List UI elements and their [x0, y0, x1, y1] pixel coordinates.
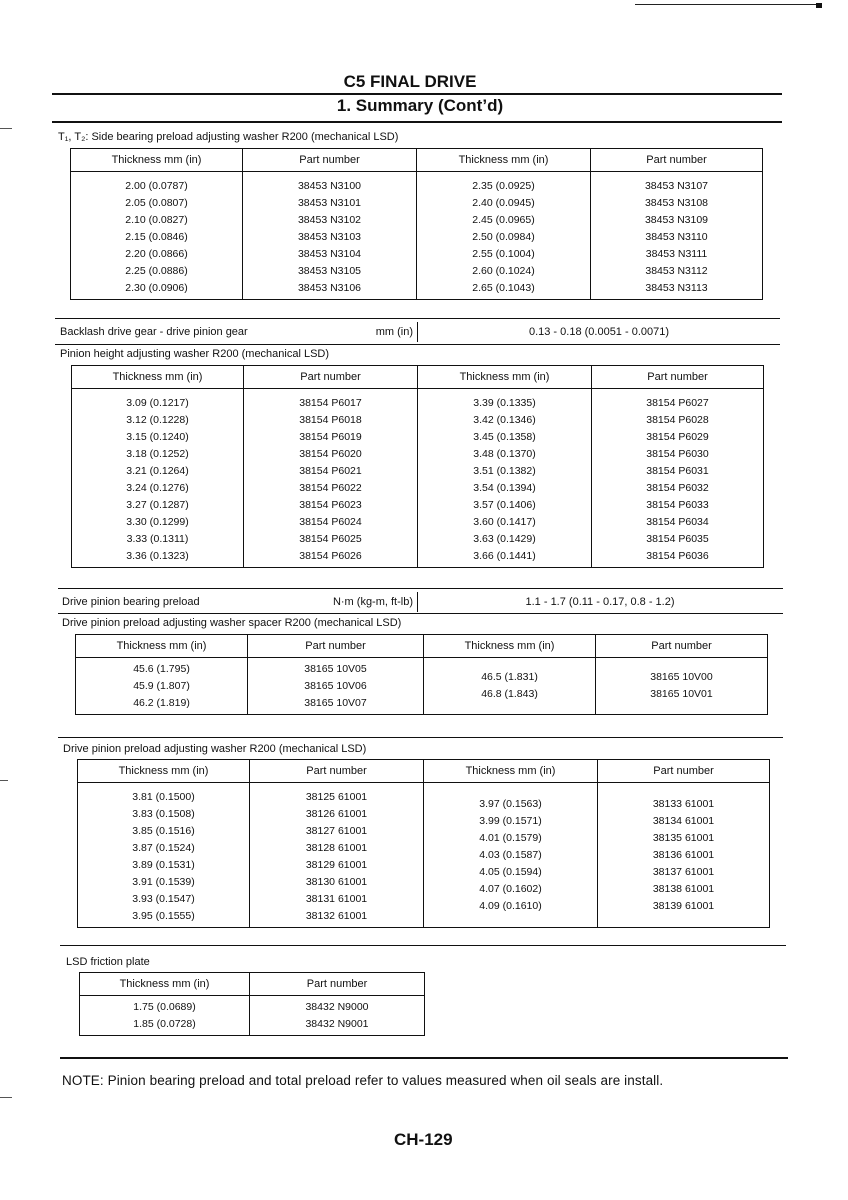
- part-number-cell: 38154 P6036: [646, 550, 709, 562]
- thickness-cell: 4.03 (0.1587): [479, 848, 542, 861]
- table-header-row: [78, 760, 770, 783]
- thickness-cell: 2.10 (0.0827): [125, 214, 188, 226]
- column-header: Thickness mm (in): [76, 635, 248, 658]
- column-header: Part number: [647, 371, 708, 383]
- part-number-cell: 38453 N3101: [297, 197, 362, 209]
- part-number-cell: 38154 P6017: [299, 397, 362, 409]
- part-number-cell: 38432 N9000: [305, 1001, 369, 1013]
- column-header: Thickness mm (in): [78, 760, 250, 783]
- section-rule: [60, 1057, 788, 1059]
- thickness-cell: 2.40 (0.0945): [472, 197, 535, 209]
- thickness-cell: 3.27 (0.1287): [126, 499, 189, 511]
- thickness-cell: 3.91 (0.1539): [132, 876, 195, 888]
- thickness-cell: 3.87 (0.1524): [132, 842, 195, 854]
- table-header-row: [76, 635, 768, 658]
- table-header-row: [80, 973, 425, 996]
- part-number-cell: 38136 61001: [652, 848, 715, 861]
- part-number-list: [243, 172, 417, 300]
- table-row: [76, 658, 768, 715]
- backlash-unit: mm (in): [375, 326, 413, 338]
- thickness-cell: 46.2 (1.819): [133, 697, 190, 709]
- part-number-cell: 38154 P6032: [646, 482, 709, 494]
- part-number-cell: 38129 61001: [305, 859, 368, 871]
- section-title: 1. Summary (Cont’d): [336, 96, 504, 115]
- section-rule: [58, 737, 783, 738]
- margin-mark: [0, 780, 8, 781]
- note-text: NOTE: Pinion bearing preload and total preload refer to values measured when oil seals are install.: [62, 1073, 664, 1088]
- part-number-cell: 38154 P6020: [299, 448, 362, 460]
- thickness-cell: 3.93 (0.1547): [132, 893, 195, 905]
- part-number-cell: 38154 P6026: [299, 550, 362, 562]
- thickness-cell: 3.57 (0.1406): [473, 499, 536, 511]
- column-header: Part number: [651, 640, 712, 652]
- section-rule: [60, 945, 786, 946]
- thickness-list: [76, 658, 248, 715]
- part-number-cell: 38132 61001: [305, 910, 368, 922]
- column-header: Thickness mm (in): [424, 635, 596, 658]
- thickness-cell: 4.07 (0.1602): [479, 882, 542, 895]
- backlash-label: Backlash drive gear - drive pinion gear: [60, 326, 248, 338]
- part-number-cell: 38453 N3106: [297, 282, 362, 294]
- column-header: Thickness mm (in): [71, 149, 243, 172]
- part-number-list: [591, 172, 763, 300]
- column-header: Part number: [653, 765, 714, 777]
- part-number-cell: 38154 P6022: [299, 482, 362, 494]
- thickness-cell: 3.85 (0.1516): [132, 825, 195, 837]
- column-header: Part number: [243, 149, 417, 172]
- margin-mark: [0, 128, 12, 129]
- thickness-cell: 46.8 (1.843): [481, 688, 538, 700]
- thickness-cell: 3.42 (0.1346): [473, 414, 536, 426]
- thickness-cell: 3.30 (0.1299): [126, 516, 189, 528]
- side-bearing-title: T₁, T₂: Side bearing preload adjusting washer R200 (mechanical LSD): [58, 131, 399, 143]
- thickness-cell: 3.83 (0.1508): [132, 808, 195, 820]
- part-number-cell: 38154 P6018: [299, 414, 362, 426]
- thickness-cell: 2.15 (0.0846): [125, 231, 188, 243]
- part-number-cell: 38432 N9001: [305, 1018, 369, 1030]
- column-header: Part number: [306, 978, 368, 990]
- pinion-preload-value: 1.1 - 1.7 (0.11 - 0.17, 0.8 - 1.2): [525, 596, 675, 608]
- pinion-height-table: [71, 365, 764, 568]
- thickness-cell: 1.75 (0.0689): [133, 1001, 196, 1013]
- thickness-cell: 3.95 (0.1555): [132, 910, 195, 922]
- part-number-list: [592, 389, 764, 568]
- thickness-cell: 4.09 (0.1610): [479, 899, 542, 912]
- thickness-cell: 3.81 (0.1500): [132, 791, 195, 803]
- part-number-list: [250, 996, 425, 1036]
- thickness-cell: 3.60 (0.1417): [473, 516, 536, 528]
- thickness-cell: 3.36 (0.1323): [126, 550, 189, 562]
- thickness-cell: 1.85 (0.0728): [133, 1018, 196, 1030]
- thickness-cell: 3.33 (0.1311): [126, 533, 189, 545]
- part-number-cell: 38134 61001: [652, 814, 715, 827]
- thickness-cell: 3.15 (0.1240): [126, 431, 189, 443]
- part-number-cell: 38154 P6034: [646, 516, 709, 528]
- margin-mark: [0, 1097, 12, 1098]
- part-number-cell: 38154 P6030: [646, 448, 709, 460]
- part-number-cell: 38165 10V00: [650, 671, 713, 683]
- column-header: Part number: [250, 760, 424, 783]
- part-number-cell: 38453 N3109: [644, 214, 709, 226]
- part-number-cell: 38128 61001: [305, 842, 368, 854]
- thickness-cell: 45.9 (1.807): [133, 680, 190, 692]
- part-number-cell: 38139 61001: [652, 899, 715, 912]
- column-header: Thickness mm (in): [72, 366, 244, 389]
- column-header: Part number: [248, 635, 424, 658]
- part-number-cell: 38138 61001: [652, 882, 715, 895]
- thickness-cell: 3.63 (0.1429): [473, 533, 536, 545]
- chapter-title: C5 FINAL DRIVE: [343, 72, 477, 91]
- part-number-cell: 38154 P6019: [299, 431, 362, 443]
- thickness-cell: 2.55 (0.1004): [472, 248, 535, 260]
- thickness-cell: 2.30 (0.0906): [125, 282, 188, 294]
- heading-rule: [52, 121, 782, 123]
- thickness-cell: 4.05 (0.1594): [479, 865, 542, 878]
- part-number-cell: 38154 P6033: [646, 499, 709, 511]
- thickness-cell: 4.01 (0.1579): [479, 831, 542, 844]
- section-rule: [55, 344, 780, 345]
- part-number-cell: 38154 P6031: [646, 465, 709, 477]
- thickness-list: [417, 172, 591, 300]
- table-row: [80, 996, 425, 1036]
- thickness-list: [71, 172, 243, 300]
- part-number-cell: 38154 P6027: [646, 397, 709, 409]
- part-number-cell: 38453 N3102: [297, 214, 362, 226]
- thickness-cell: 3.99 (0.1571): [479, 814, 542, 827]
- part-number-cell: 38453 N3103: [297, 231, 362, 243]
- thickness-cell: 3.54 (0.1394): [473, 482, 536, 494]
- thickness-cell: 3.12 (0.1228): [126, 414, 189, 426]
- part-number-list: [598, 783, 770, 928]
- part-number-cell: 38130 61001: [305, 876, 368, 888]
- thickness-cell: 3.18 (0.1252): [126, 448, 189, 460]
- lsd-title: LSD friction plate: [66, 956, 150, 968]
- page-number: CH-129: [394, 1130, 453, 1149]
- thickness-cell: 2.25 (0.0886): [125, 265, 188, 277]
- backlash-value: 0.13 - 0.18 (0.0051 - 0.0071): [528, 326, 670, 338]
- heading-rule: [52, 93, 782, 95]
- pinion-preload-unit: N·m (kg-m, ft-lb): [332, 596, 413, 608]
- top-edge-mark: [816, 3, 822, 8]
- column-header: Part number: [646, 154, 707, 166]
- section-rule: [58, 613, 783, 614]
- part-number-cell: 38154 P6023: [299, 499, 362, 511]
- thickness-cell: 3.45 (0.1358): [473, 431, 536, 443]
- part-number-cell: 38154 P6025: [299, 533, 362, 545]
- part-number-cell: 38154 P6029: [646, 431, 709, 443]
- part-number-cell: 38453 N3100: [297, 180, 362, 192]
- part-number-cell: 38127 61001: [305, 825, 368, 837]
- part-number-cell: 38453 N3113: [645, 282, 708, 294]
- pinion-height-title: Pinion height adjusting washer R200 (mechanical LSD): [60, 348, 330, 360]
- part-number-cell: 38135 61001: [652, 831, 715, 844]
- part-number-cell: 38154 P6035: [646, 533, 709, 545]
- part-number-list: [248, 658, 424, 715]
- thickness-cell: 2.45 (0.0965): [472, 214, 535, 226]
- part-number-cell: 38453 N3105: [297, 265, 362, 277]
- thickness-cell: 3.51 (0.1382): [473, 465, 536, 477]
- thickness-cell: 46.5 (1.831): [481, 671, 538, 683]
- part-number-cell: 38165 10V05: [304, 663, 367, 675]
- thickness-cell: 3.09 (0.1217): [126, 397, 189, 409]
- table-header-row: [72, 366, 764, 389]
- part-number-cell: 38133 61001: [652, 797, 715, 810]
- thickness-list: [424, 783, 598, 928]
- thickness-cell: 2.05 (0.0807): [125, 197, 188, 209]
- thickness-list: [80, 996, 250, 1036]
- table-header-row: [71, 149, 763, 172]
- thickness-cell: 3.21 (0.1264): [126, 465, 189, 477]
- part-number-cell: 38453 N3108: [644, 197, 709, 209]
- side-bearing-table: [70, 148, 763, 300]
- thickness-list: [418, 389, 592, 568]
- part-number-cell: 38165 10V01: [650, 688, 713, 700]
- table-row: [72, 389, 764, 568]
- part-number-cell: 38137 61001: [652, 865, 715, 878]
- top-edge-line: [635, 4, 820, 5]
- thickness-cell: 2.65 (0.1043): [472, 282, 535, 294]
- column-header: Thickness mm (in): [418, 366, 592, 389]
- part-number-cell: 38453 N3110: [645, 231, 708, 243]
- lsd-table: [79, 972, 425, 1036]
- section-rule: [55, 318, 780, 319]
- pinion-preload-spec-row: [62, 592, 782, 612]
- washer-table: [77, 759, 770, 928]
- part-number-list: [250, 783, 424, 928]
- part-number-cell: 38453 N3107: [644, 180, 709, 192]
- thickness-cell: 45.6 (1.795): [133, 663, 190, 675]
- part-number-cell: 38126 61001: [305, 808, 368, 820]
- section-rule: [58, 588, 783, 589]
- washer-title: Drive pinion preload adjusting washer R200 (mechanical LSD): [63, 743, 367, 755]
- thickness-cell: 3.66 (0.1441): [473, 550, 536, 562]
- part-number-cell: 38154 P6028: [646, 414, 709, 426]
- thickness-cell: 3.39 (0.1335): [473, 397, 536, 409]
- column-header: Thickness mm (in): [80, 973, 250, 996]
- part-number-cell: 38453 N3112: [645, 265, 708, 277]
- table-row: [78, 783, 770, 928]
- thickness-cell: 3.89 (0.1531): [132, 859, 195, 871]
- thickness-cell: 2.50 (0.0984): [472, 231, 535, 243]
- thickness-list: [424, 658, 596, 715]
- part-number-cell: 38125 61001: [305, 791, 368, 803]
- part-number-cell: 38453 N3111: [645, 248, 708, 260]
- thickness-cell: 2.60 (0.1024): [472, 265, 535, 277]
- thickness-cell: 3.24 (0.1276): [126, 482, 189, 494]
- thickness-list: [72, 389, 244, 568]
- pinion-preload-label: Drive pinion bearing preload: [62, 596, 200, 608]
- backlash-spec-row: [60, 322, 780, 342]
- thickness-cell: 2.20 (0.0866): [125, 248, 188, 260]
- column-header: Thickness mm (in): [417, 149, 591, 172]
- thickness-cell: 2.35 (0.0925): [472, 180, 535, 192]
- table-row: [71, 172, 763, 300]
- part-number-list: [596, 658, 768, 715]
- part-number-cell: 38165 10V07: [304, 697, 367, 709]
- thickness-cell: 2.00 (0.0787): [125, 180, 188, 192]
- column-header: Part number: [244, 366, 418, 389]
- thickness-cell: 3.97 (0.1563): [479, 797, 542, 810]
- thickness-list: [78, 783, 250, 928]
- spacer-title: Drive pinion preload adjusting washer spacer R200 (mechanical LSD): [62, 617, 402, 629]
- part-number-cell: 38453 N3104: [297, 248, 362, 260]
- thickness-cell: 3.48 (0.1370): [473, 448, 536, 460]
- part-number-cell: 38154 P6021: [299, 465, 362, 477]
- spacer-table: [75, 634, 768, 715]
- part-number-cell: 38131 61001: [305, 893, 368, 905]
- part-number-cell: 38165 10V06: [304, 680, 367, 692]
- part-number-cell: 38154 P6024: [299, 516, 362, 528]
- part-number-list: [244, 389, 418, 568]
- column-header: Thickness mm (in): [424, 760, 598, 783]
